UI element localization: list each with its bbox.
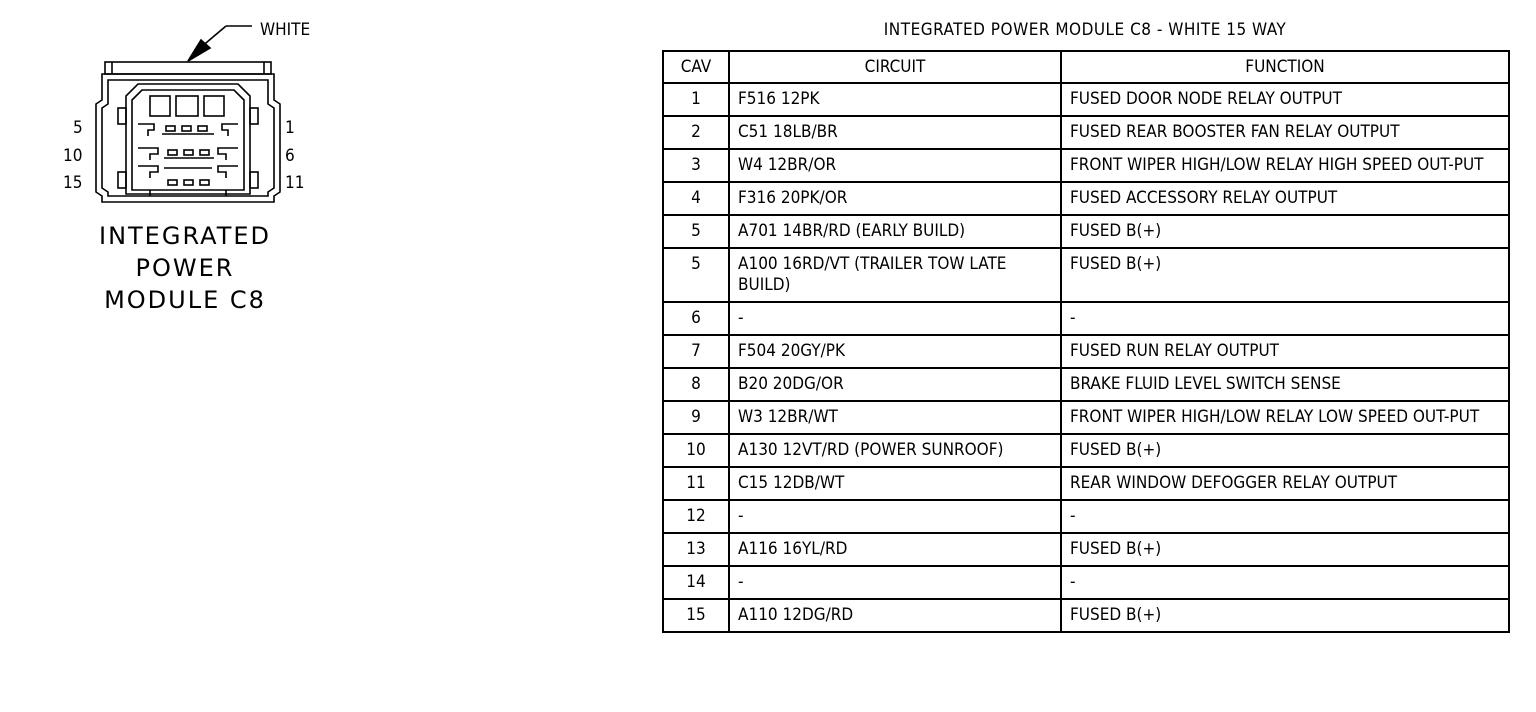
function-cell: FUSED B(+) [1061, 599, 1509, 632]
circuit-cell: - [729, 566, 1061, 599]
function-cell: FUSED B(+) [1061, 434, 1509, 467]
circuit-cell: F516 12PK [729, 83, 1061, 116]
circuit-cell: W4 12BR/OR [729, 149, 1061, 182]
function-cell: FRONT WIPER HIGH/LOW RELAY HIGH SPEED OUT-PUT [1061, 149, 1509, 182]
function-cell: FUSED DOOR NODE RELAY OUTPUT [1061, 83, 1509, 116]
circuit-cell: B20 20DG/OR [729, 368, 1061, 401]
table-body [663, 83, 1509, 632]
pin-label-15: 15 [63, 173, 83, 193]
circuit-cell: C51 18LB/BR [729, 116, 1061, 149]
cav-cell: 13 [663, 533, 729, 566]
table-row [663, 500, 1509, 533]
table-row [663, 434, 1509, 467]
function-cell: - [1061, 302, 1509, 335]
circuit-cell: F504 20GY/PK [729, 335, 1061, 368]
cav-cell: 4 [663, 182, 729, 215]
connector-name-line-2: POWER [135, 254, 235, 282]
table-row [663, 566, 1509, 599]
circuit-cell: W3 12BR/WT [729, 401, 1061, 434]
connector-top-bar [105, 62, 271, 74]
circuit-cell: - [729, 500, 1061, 533]
function-cell: FUSED ACCESSORY RELAY OUTPUT [1061, 182, 1509, 215]
table-row [663, 335, 1509, 368]
function-cell: - [1061, 566, 1509, 599]
header-function: FUNCTION [1061, 51, 1509, 83]
connector-housing [96, 74, 280, 202]
table-row [663, 248, 1509, 302]
function-cell: FUSED B(+) [1061, 215, 1509, 248]
function-cell: FRONT WIPER HIGH/LOW RELAY LOW SPEED OUT-PUT [1061, 401, 1509, 434]
connector-body [126, 84, 250, 194]
header-circuit: CIRCUIT [729, 51, 1061, 83]
table-row [663, 83, 1509, 116]
table-row [663, 467, 1509, 500]
circuit-cell: F316 20PK/OR [729, 182, 1061, 215]
function-cell: FUSED B(+) [1061, 533, 1509, 566]
circuit-cell: A100 16RD/VT (TRAILER TOW LATE BUILD) [729, 248, 1061, 302]
circuit-cell: A130 12VT/RD (POWER SUNROOF) [729, 434, 1061, 467]
connector-name-line-3: MODULE C8 [104, 286, 266, 314]
table-row [663, 533, 1509, 566]
cav-cell: 6 [663, 302, 729, 335]
function-cell: FUSED RUN RELAY OUTPUT [1061, 335, 1509, 368]
pin-label-11: 11 [285, 173, 305, 193]
table-title: INTEGRATED POWER MODULE C8 - WHITE 15 WAY [883, 20, 1287, 40]
table-row [663, 401, 1509, 434]
header-cav: CAV [663, 51, 729, 83]
cav-cell: 7 [663, 335, 729, 368]
circuit-cell: A116 16YL/RD [729, 533, 1061, 566]
cav-cell: 3 [663, 149, 729, 182]
function-cell: - [1061, 500, 1509, 533]
cav-cell: 15 [663, 599, 729, 632]
cav-cell: 9 [663, 401, 729, 434]
pin-label-1: 1 [285, 118, 295, 138]
circuit-cell: A110 12DG/RD [729, 599, 1061, 632]
cav-cell: 12 [663, 500, 729, 533]
cav-cell: 5 [663, 215, 729, 248]
cav-cell: 11 [663, 467, 729, 500]
cav-cell: 5 [663, 248, 729, 302]
pin-label-5: 5 [73, 118, 83, 138]
pin-label-6: 6 [285, 146, 295, 166]
table-row [663, 215, 1509, 248]
table-row [663, 116, 1509, 149]
table-row [663, 368, 1509, 401]
table-row [663, 599, 1509, 632]
cav-cell: 8 [663, 368, 729, 401]
pinout-table [662, 50, 1510, 633]
table-row [663, 149, 1509, 182]
function-cell: REAR WINDOW DEFOGGER RELAY OUTPUT [1061, 467, 1509, 500]
table-header-row [663, 51, 1509, 83]
table-row [663, 302, 1509, 335]
connector-color-label: WHITE [260, 20, 311, 40]
cav-cell: 10 [663, 434, 729, 467]
circuit-cell: - [729, 302, 1061, 335]
function-cell: BRAKE FLUID LEVEL SWITCH SENSE [1061, 368, 1509, 401]
cav-cell: 1 [663, 83, 729, 116]
pin-label-10: 10 [63, 146, 83, 166]
cav-cell: 14 [663, 566, 729, 599]
circuit-cell: A701 14BR/RD (EARLY BUILD) [729, 215, 1061, 248]
cav-cell: 2 [663, 116, 729, 149]
circuit-cell: C15 12DB/WT [729, 467, 1061, 500]
function-cell: FUSED REAR BOOSTER FAN RELAY OUTPUT [1061, 116, 1509, 149]
table-row [663, 182, 1509, 215]
connector-name-line-1: INTEGRATED [98, 222, 271, 250]
function-cell: FUSED B(+) [1061, 248, 1509, 302]
